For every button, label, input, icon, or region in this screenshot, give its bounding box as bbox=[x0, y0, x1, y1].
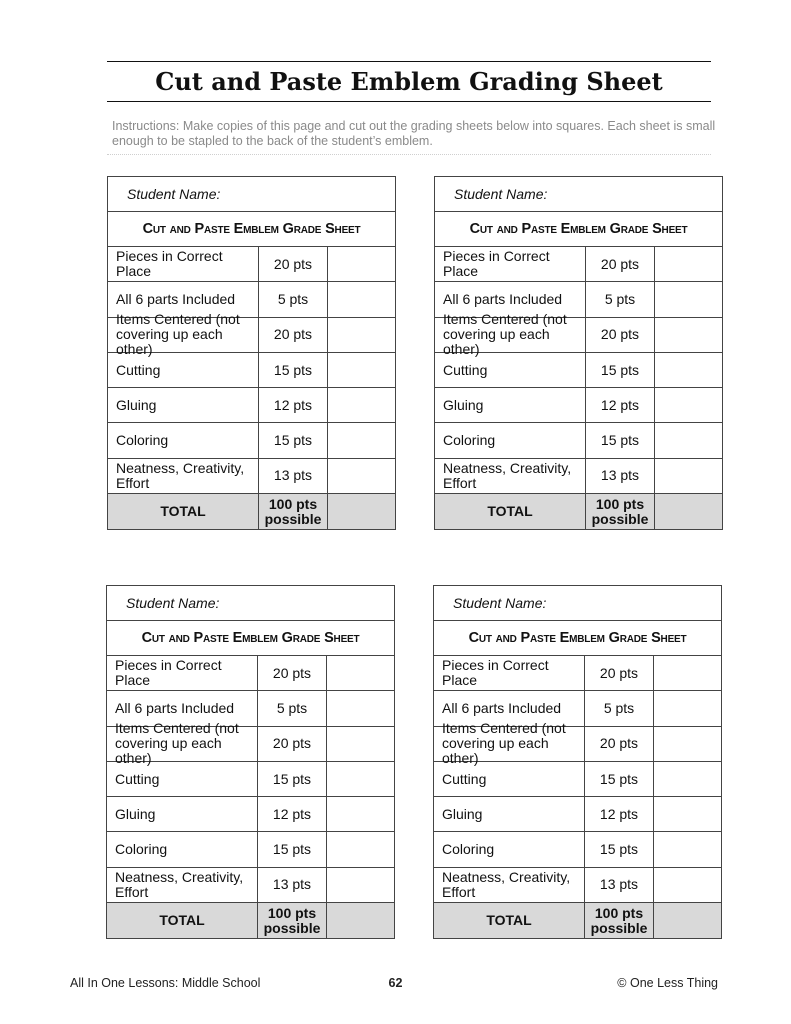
score-cell bbox=[655, 388, 722, 422]
criterion-label: All 6 parts Included bbox=[434, 691, 585, 725]
score-cell bbox=[655, 282, 722, 316]
criterion-label: Neatness, Creativity, Effort bbox=[107, 868, 258, 902]
criterion-points: 15 pts bbox=[585, 832, 654, 866]
total-points: 100 pts possible bbox=[258, 903, 327, 938]
score-cell bbox=[655, 247, 722, 281]
score-cell bbox=[328, 459, 395, 493]
criterion-label: Coloring bbox=[435, 423, 586, 457]
criterion-label: Pieces in Correct Place bbox=[107, 656, 258, 690]
score-cell bbox=[655, 423, 722, 457]
criterion-points: 20 pts bbox=[585, 656, 654, 690]
score-cell bbox=[654, 727, 721, 761]
criterion-row bbox=[107, 762, 394, 797]
criterion-label: Items Centered (not covering up each other) bbox=[107, 727, 258, 761]
criterion-points: 12 pts bbox=[259, 388, 328, 422]
criterion-label: Coloring bbox=[108, 423, 259, 457]
score-cell bbox=[327, 797, 394, 831]
score-cell bbox=[327, 656, 394, 690]
total-label: TOTAL bbox=[435, 494, 586, 529]
criterion-points: 12 pts bbox=[586, 388, 655, 422]
criterion-label: Cutting bbox=[434, 762, 585, 796]
criterion-row bbox=[108, 388, 395, 423]
criterion-label: Coloring bbox=[434, 832, 585, 866]
instructions-line-1: Instructions: Make copies of this page and cut out the grading sheets below into squares. Each sheet is small bbox=[112, 119, 716, 133]
criterion-row bbox=[435, 247, 722, 282]
criterion-points: 13 pts bbox=[258, 868, 327, 902]
criterion-row bbox=[108, 247, 395, 282]
instructions-divider bbox=[107, 154, 711, 155]
criterion-row bbox=[107, 797, 394, 832]
student-name-label: Student Name: bbox=[434, 586, 721, 621]
criterion-label: Coloring bbox=[107, 832, 258, 866]
criterion-label: Items Centered (not covering up each other) bbox=[434, 727, 585, 761]
criterion-row bbox=[108, 459, 395, 494]
student-name-label: Student Name: bbox=[435, 177, 722, 212]
criterion-row bbox=[434, 868, 721, 903]
criterion-row bbox=[434, 720, 721, 767]
score-cell bbox=[654, 656, 721, 690]
grade-sheet bbox=[434, 176, 723, 530]
criterion-label: Cutting bbox=[107, 762, 258, 796]
grade-sheet-title-text: Cut and Paste Emblem Grade Sheet bbox=[468, 630, 687, 646]
footer-book-title: All In One Lessons: Middle School bbox=[70, 976, 261, 990]
criterion-row bbox=[108, 423, 395, 458]
total-score-cell bbox=[655, 494, 722, 529]
criterion-points: 12 pts bbox=[585, 797, 654, 831]
criterion-points: 13 pts bbox=[586, 459, 655, 493]
total-score-cell bbox=[327, 903, 394, 938]
criterion-points: 13 pts bbox=[585, 868, 654, 902]
criterion-row bbox=[434, 762, 721, 797]
total-row bbox=[107, 903, 394, 938]
criterion-label: Gluing bbox=[108, 388, 259, 422]
grade-sheet-title bbox=[434, 621, 721, 656]
score-cell bbox=[327, 762, 394, 796]
score-cell bbox=[655, 318, 722, 352]
criterion-row bbox=[434, 656, 721, 691]
criterion-label: Pieces in Correct Place bbox=[108, 247, 259, 281]
score-cell bbox=[328, 423, 395, 457]
criterion-row bbox=[107, 832, 394, 867]
score-cell bbox=[328, 318, 395, 352]
grade-sheet-title-text: Cut and Paste Emblem Grade Sheet bbox=[141, 630, 360, 646]
criterion-label: Cutting bbox=[108, 353, 259, 387]
criterion-row bbox=[435, 388, 722, 423]
score-cell bbox=[654, 868, 721, 902]
criterion-points: 20 pts bbox=[586, 247, 655, 281]
criterion-label: Neatness, Creativity, Effort bbox=[108, 459, 259, 493]
score-cell bbox=[327, 832, 394, 866]
score-cell bbox=[328, 388, 395, 422]
criterion-label: All 6 parts Included bbox=[108, 282, 259, 316]
grade-sheet bbox=[106, 585, 395, 939]
criterion-row bbox=[107, 656, 394, 691]
total-points: 100 pts possible bbox=[586, 494, 655, 529]
criterion-points: 15 pts bbox=[258, 832, 327, 866]
grade-sheet-title-text: Cut and Paste Emblem Grade Sheet bbox=[469, 221, 688, 237]
criterion-label: Neatness, Creativity, Effort bbox=[435, 459, 586, 493]
criterion-row bbox=[108, 353, 395, 388]
criterion-label: Gluing bbox=[435, 388, 586, 422]
student-name-label: Student Name: bbox=[108, 177, 395, 212]
criterion-points: 15 pts bbox=[258, 762, 327, 796]
page-title: Cut and Paste Emblem Grading Sheet bbox=[155, 67, 663, 96]
total-label: TOTAL bbox=[107, 903, 258, 938]
criterion-label: All 6 parts Included bbox=[107, 691, 258, 725]
total-row bbox=[434, 903, 721, 938]
score-cell bbox=[328, 353, 395, 387]
grade-sheet bbox=[107, 176, 396, 530]
total-label: TOTAL bbox=[108, 494, 259, 529]
criterion-points: 5 pts bbox=[258, 691, 327, 725]
instructions-line-2: enough to be stapled to the back of the student’s emblem. bbox=[112, 134, 433, 148]
score-cell bbox=[655, 459, 722, 493]
title-rule bbox=[107, 101, 711, 102]
criterion-row bbox=[435, 353, 722, 388]
criterion-points: 15 pts bbox=[259, 423, 328, 457]
criterion-points: 5 pts bbox=[259, 282, 328, 316]
criterion-points: 20 pts bbox=[258, 727, 327, 761]
score-cell bbox=[654, 832, 721, 866]
score-cell bbox=[327, 868, 394, 902]
total-points: 100 pts possible bbox=[585, 903, 654, 938]
instructions bbox=[112, 119, 716, 149]
page-number: 62 bbox=[388, 976, 403, 990]
criterion-points: 20 pts bbox=[258, 656, 327, 690]
score-cell bbox=[327, 691, 394, 725]
score-cell bbox=[328, 247, 395, 281]
criterion-points: 5 pts bbox=[585, 691, 654, 725]
criterion-row bbox=[435, 459, 722, 494]
criterion-label: Gluing bbox=[434, 797, 585, 831]
score-cell bbox=[654, 691, 721, 725]
criterion-points: 20 pts bbox=[259, 247, 328, 281]
score-cell bbox=[328, 282, 395, 316]
grade-sheet-title-text: Cut and Paste Emblem Grade Sheet bbox=[142, 221, 361, 237]
criterion-label: Items Centered (not covering up each other) bbox=[108, 318, 259, 352]
total-score-cell bbox=[328, 494, 395, 529]
footer-copyright: © One Less Thing bbox=[617, 976, 718, 990]
criterion-row bbox=[107, 868, 394, 903]
criterion-points: 15 pts bbox=[585, 762, 654, 796]
top-rule bbox=[107, 61, 711, 62]
student-name-label: Student Name: bbox=[107, 586, 394, 621]
criterion-points: 15 pts bbox=[586, 423, 655, 457]
criterion-label: Cutting bbox=[435, 353, 586, 387]
criterion-label: Pieces in Correct Place bbox=[435, 247, 586, 281]
grade-sheet bbox=[433, 585, 722, 939]
grade-sheet-title bbox=[108, 212, 395, 247]
criterion-label: Gluing bbox=[107, 797, 258, 831]
score-cell bbox=[654, 762, 721, 796]
criterion-points: 20 pts bbox=[259, 318, 328, 352]
criterion-points: 20 pts bbox=[585, 727, 654, 761]
score-cell bbox=[327, 727, 394, 761]
criterion-row bbox=[435, 311, 722, 358]
criterion-row bbox=[434, 797, 721, 832]
total-row bbox=[435, 494, 722, 529]
criterion-row bbox=[107, 720, 394, 767]
criterion-label: Pieces in Correct Place bbox=[434, 656, 585, 690]
total-points: 100 pts possible bbox=[259, 494, 328, 529]
grade-sheet-title bbox=[107, 621, 394, 656]
criterion-row bbox=[434, 832, 721, 867]
score-cell bbox=[655, 353, 722, 387]
score-cell bbox=[654, 797, 721, 831]
criterion-points: 15 pts bbox=[586, 353, 655, 387]
criterion-points: 12 pts bbox=[258, 797, 327, 831]
criterion-points: 15 pts bbox=[259, 353, 328, 387]
total-row bbox=[108, 494, 395, 529]
criterion-label: Neatness, Creativity, Effort bbox=[434, 868, 585, 902]
criterion-points: 13 pts bbox=[259, 459, 328, 493]
criterion-points: 20 pts bbox=[586, 318, 655, 352]
total-label: TOTAL bbox=[434, 903, 585, 938]
criterion-label: All 6 parts Included bbox=[435, 282, 586, 316]
total-score-cell bbox=[654, 903, 721, 938]
grade-sheet-title bbox=[435, 212, 722, 247]
criterion-points: 5 pts bbox=[586, 282, 655, 316]
criterion-row bbox=[108, 311, 395, 358]
criterion-row bbox=[435, 423, 722, 458]
criterion-label: Items Centered (not covering up each other) bbox=[435, 318, 586, 352]
